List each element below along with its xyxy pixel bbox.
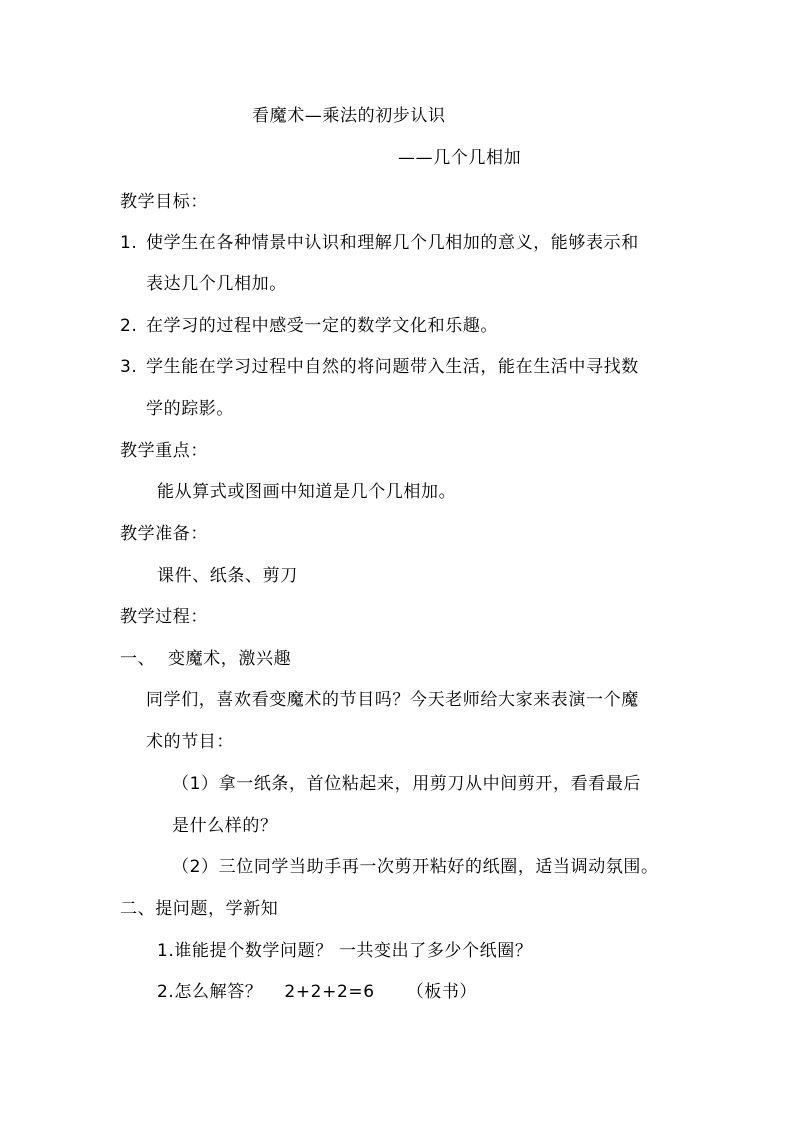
objective-item-1-cont: 表达几个几相加。	[146, 274, 287, 294]
section-2-header: 二、提问题，学新知	[120, 899, 279, 919]
objective-item-3-cont: 学的踪影。	[146, 399, 234, 419]
section-1-title: 变魔术，激兴趣	[168, 649, 292, 669]
section-1-step-2: （2）三位同学当助手再一次剪开粘好的纸圈，适当调动氛围。	[172, 857, 659, 877]
section-1-step-1: （1）拿一纸条，首位粘起来，用剪刀从中间剪开，看看最后	[172, 774, 642, 794]
section-1-step-1-cont: 是什么样的？	[172, 816, 278, 836]
preparation-heading: 教学准备：	[120, 524, 208, 544]
section-1-paragraph: 同学们，喜欢看变魔术的节目吗？今天老师给大家来表演一个魔	[146, 690, 639, 710]
objectives-heading: 教学目标：	[120, 192, 208, 212]
question-2-formula: 2+2+2=6	[284, 982, 375, 1002]
objective-text: 在学习的过程中感受一定的数学文化和乐趣。	[146, 316, 498, 336]
objective-text: 学生能在学习过程中自然的将问题带入生活，能在生活中寻找数	[146, 357, 639, 377]
objective-item-1	[120, 233, 639, 253]
key-point-heading: 教学重点：	[120, 441, 208, 461]
section-1-header	[120, 649, 291, 669]
objective-item-3	[120, 357, 639, 377]
preparation-text: 课件、纸条、剪刀	[157, 566, 298, 586]
objective-number: 3.	[120, 357, 138, 377]
process-heading: 教学过程：	[120, 607, 208, 627]
objective-number: 2.	[120, 316, 138, 336]
objective-number: 1.	[120, 233, 138, 253]
question-2-note: （板书）	[406, 982, 478, 1002]
objective-item-2	[120, 316, 498, 336]
section-1-paragraph-cont: 术的节目：	[146, 732, 234, 752]
question-2-label: 2.怎么解答？	[157, 982, 263, 1002]
doc-subtitle: ——几个几相加	[398, 148, 522, 168]
section-2-question-1: 1.谁能提个数学问题？ 一共变出了多少个纸圈？	[157, 941, 533, 961]
section-1-number: 一、	[120, 649, 156, 669]
section-2-question-2	[157, 982, 477, 1002]
doc-title: 看魔术—乘法的初步认识	[252, 106, 446, 126]
objective-text: 使学生在各种情景中认识和理解几个几相加的意义，能够表示和	[146, 233, 639, 253]
key-point-text: 能从算式或图画中知道是几个几相加。	[157, 482, 457, 502]
